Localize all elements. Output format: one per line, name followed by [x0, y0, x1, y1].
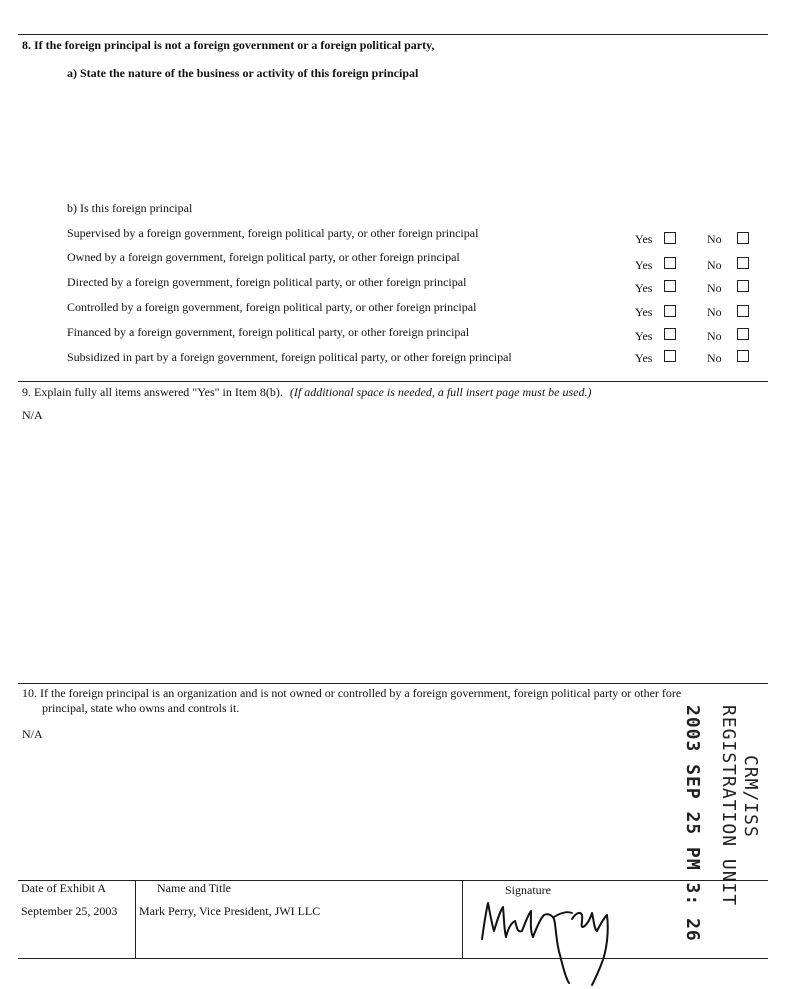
no-label: No — [707, 232, 722, 246]
item9-prompt — [22, 385, 592, 399]
no-checkbox[interactable] — [737, 280, 749, 292]
item9-answer: N/A — [22, 408, 43, 422]
footer-top-rule — [18, 880, 768, 881]
stamp-line1: CRM/ISS — [740, 755, 761, 838]
footer-divider-2 — [462, 880, 463, 958]
yes-checkbox[interactable] — [664, 280, 676, 292]
yes-checkbox[interactable] — [664, 232, 676, 244]
item9-rule — [18, 381, 768, 382]
yes-checkbox[interactable] — [664, 350, 676, 362]
yes-checkbox[interactable] — [664, 257, 676, 269]
no-label: No — [707, 329, 722, 343]
no-checkbox[interactable] — [737, 350, 749, 362]
item8-b-label: b) Is this foreign principal — [67, 201, 193, 215]
name-value: Mark Perry, Vice President, JWI LLC — [139, 904, 321, 918]
item10-line2: principal, state who owns and controls it. — [42, 701, 240, 715]
question-text: Supervised by a foreign government, foreign political party, or other foreign principal — [67, 226, 479, 240]
no-checkbox[interactable] — [737, 257, 749, 269]
no-label: No — [707, 281, 722, 295]
item10-rule — [18, 683, 768, 684]
item8-heading: 8. If the foreign principal is not a foreign government or a foreign political party, — [22, 38, 435, 52]
question-text: Directed by a foreign government, foreign political party, or other foreign principal — [67, 275, 467, 289]
item10-answer: N/A — [22, 727, 43, 741]
stamp-line2: REGISTRATION UNIT — [718, 705, 739, 907]
footer-bottom-rule — [18, 958, 768, 959]
yes-checkbox[interactable] — [664, 305, 676, 317]
item8-a-label: a) State the nature of the business or activity of this foreign principal — [67, 66, 419, 80]
yes-label: Yes — [635, 305, 653, 319]
question-text: Controlled by a foreign government, foreign political party, or other foreign principal — [67, 300, 477, 314]
yes-checkbox[interactable] — [664, 328, 676, 340]
yes-label: Yes — [635, 351, 653, 365]
question-text: Owned by a foreign government, foreign political party, or other foreign principal — [67, 250, 460, 264]
yes-label: Yes — [635, 281, 653, 295]
date-label: Date of Exhibit A — [21, 881, 106, 895]
no-label: No — [707, 305, 722, 319]
handwritten-signature — [470, 885, 630, 989]
no-checkbox[interactable] — [737, 305, 749, 317]
no-label: No — [707, 351, 722, 365]
date-value: September 25, 2003 — [21, 904, 118, 918]
top-rule — [18, 34, 768, 35]
yes-label: Yes — [635, 329, 653, 343]
item9-prompt-text: 9. Explain fully all items answered "Yes" in Item 8(b). — [22, 385, 283, 399]
name-label: Name and Title — [157, 881, 231, 895]
item9-note: (If additional space is needed, a full insert page must be used.) — [289, 385, 592, 399]
yes-label: Yes — [635, 258, 653, 272]
yes-label: Yes — [635, 232, 653, 246]
stamp-line3: 2003 SEP 25 PM 3: 26 — [682, 705, 703, 942]
question-text: Subsidized in part by a foreign government, foreign political party, or other foreign principal — [67, 350, 512, 364]
no-checkbox[interactable] — [737, 232, 749, 244]
item10-line1: 10. If the foreign principal is an organization and is not owned or controlled by a foreign government, foreign political party or other fore — [22, 686, 682, 700]
footer-divider-1 — [135, 880, 136, 958]
no-label: No — [707, 258, 722, 272]
question-text: Financed by a foreign government, foreign political party, or other foreign principal — [67, 325, 470, 339]
signature-label: Signature — [505, 883, 551, 897]
no-checkbox[interactable] — [737, 328, 749, 340]
